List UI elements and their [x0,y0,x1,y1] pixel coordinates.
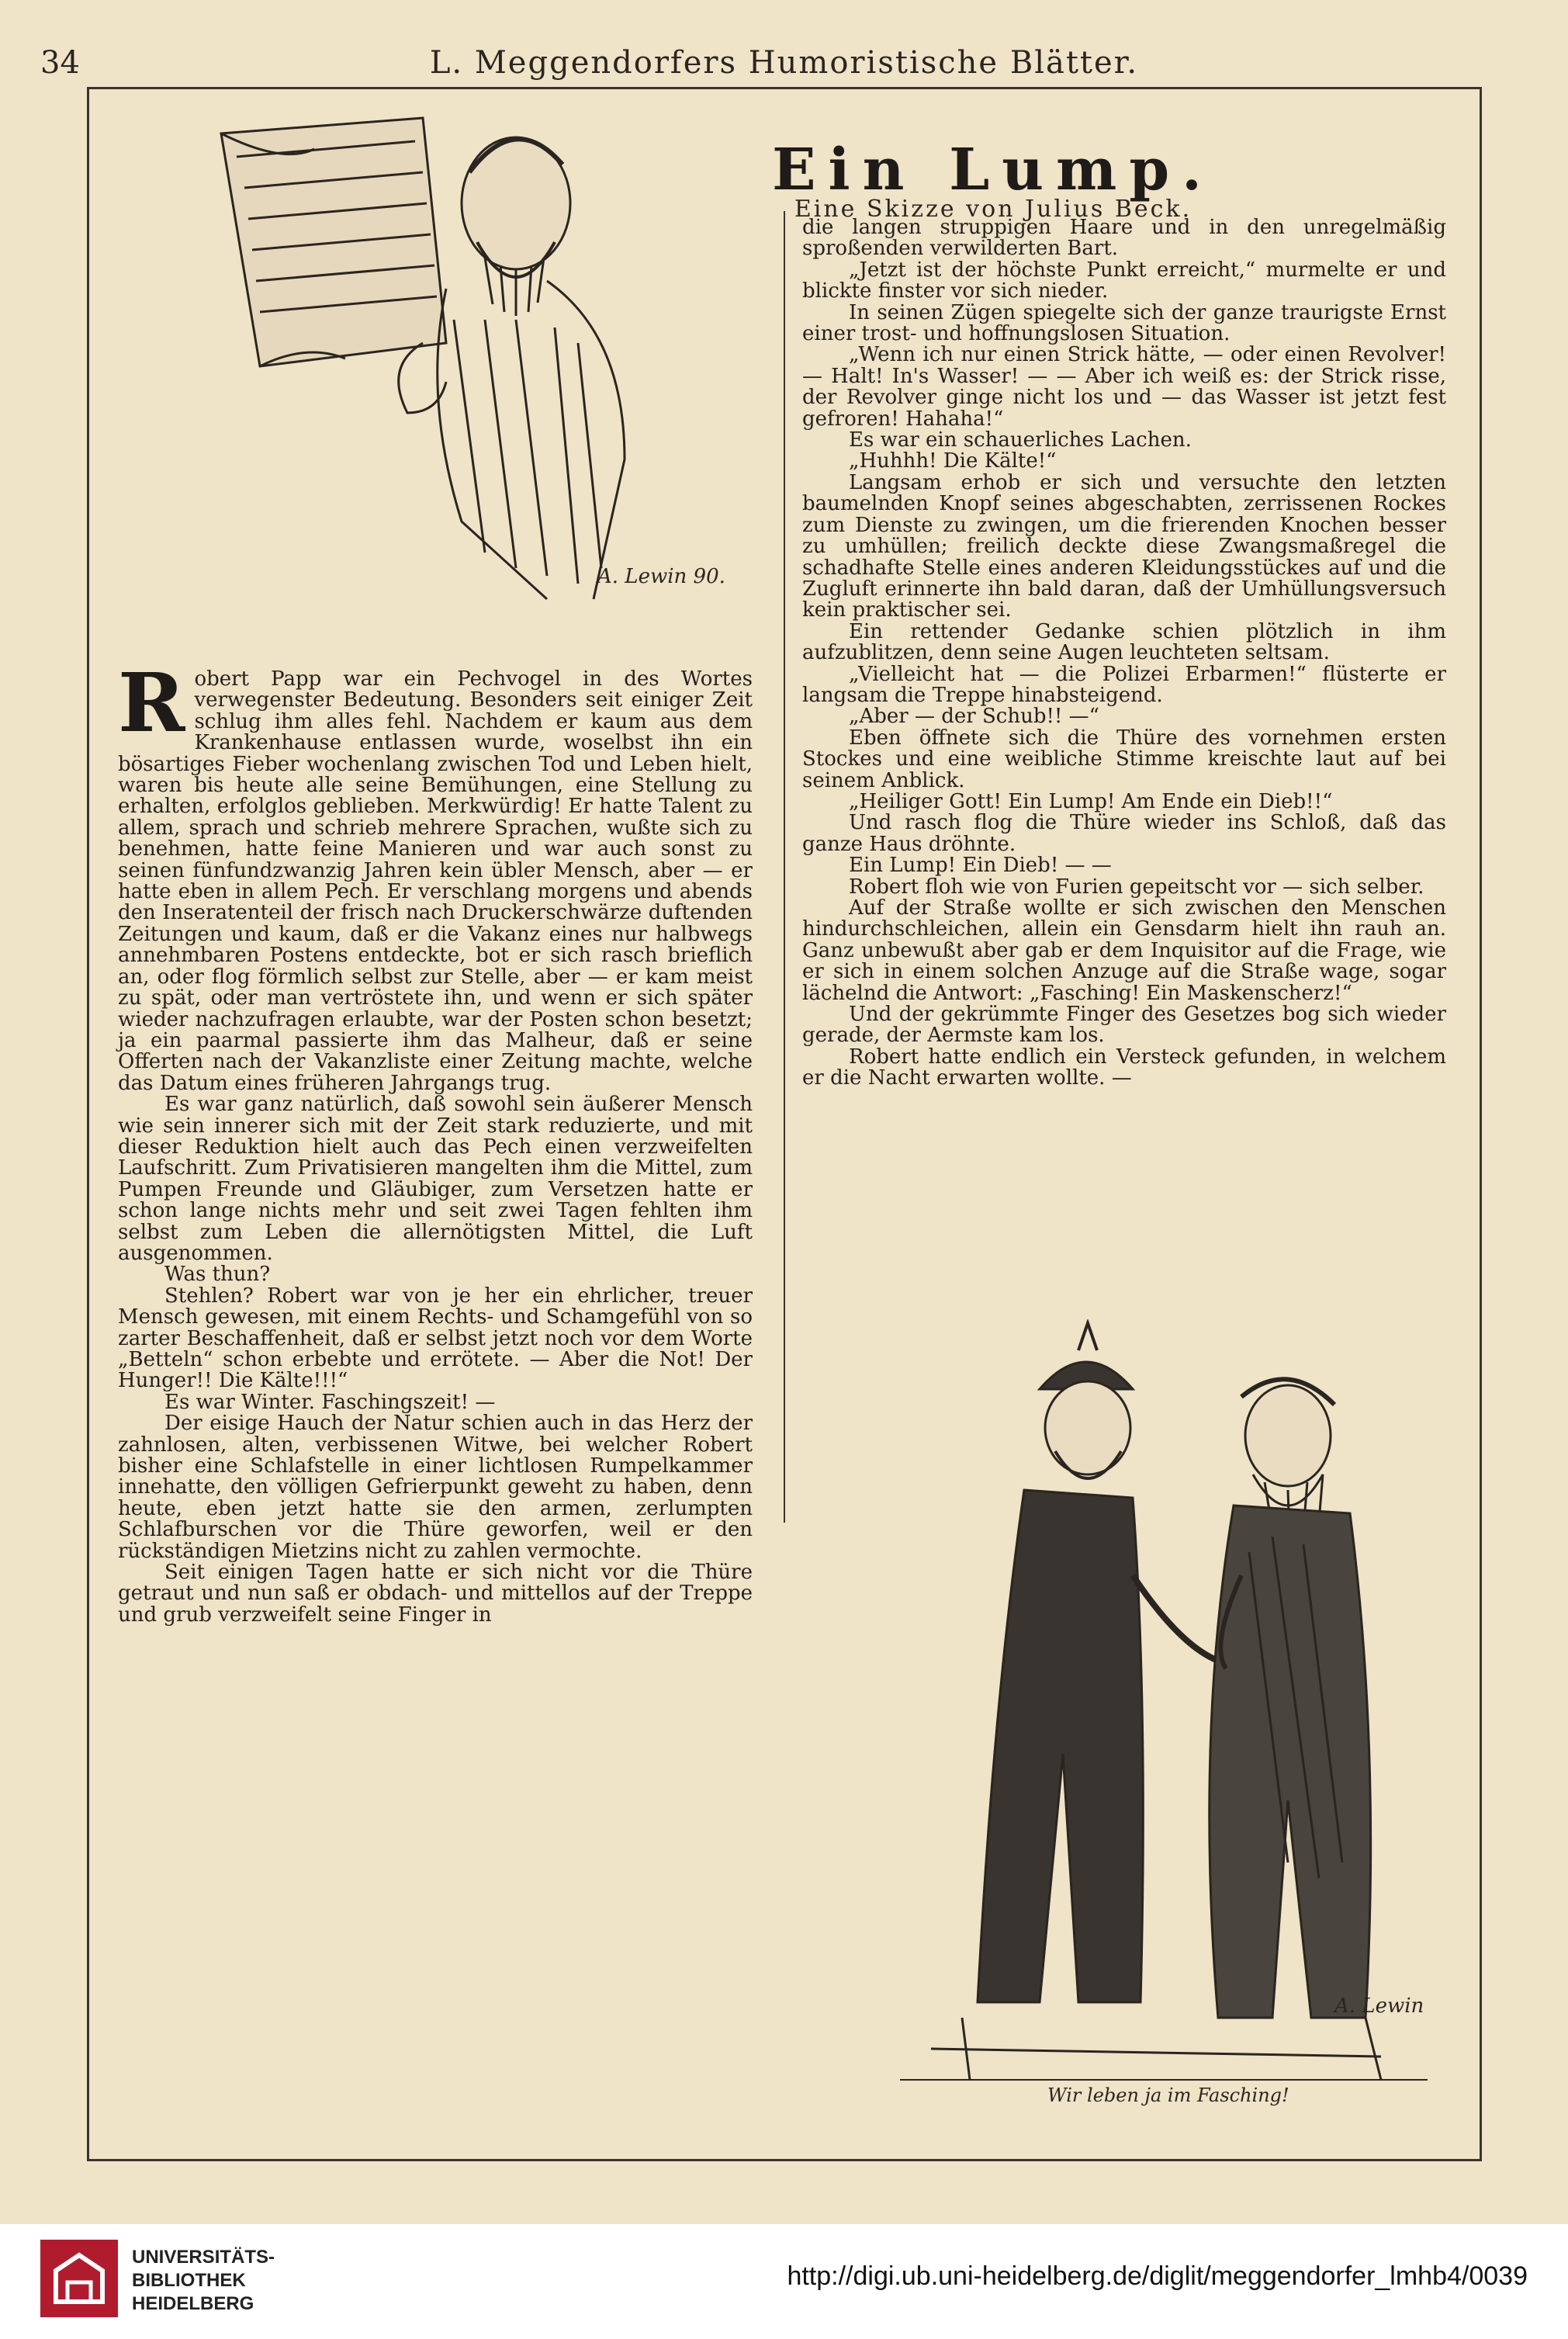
paragraph: Und rasch flog die Thüre wieder ins Schloß, daß das ganze Haus dröhnte. [802,811,1446,856]
bottom-illustration-signature: A. Lewin [1334,1994,1424,2018]
drop-cap: R [118,655,185,750]
paragraph: „Jetzt ist der höchste Punkt erreicht,“ murmelte er und blickte finster vor sich nieder. [802,258,1446,303]
running-title: L. Meggendorfers Humoristische Blätter. [429,45,1139,81]
paragraph: „Wenn ich nur einen Strick hätte, — oder einen Revolver! — Halt! In's Wasser! — — Aber ich weiß es: der Strick risse, der Revolver ginge nicht los und — das Wasser ist jetzt fest gefroren! Hahaha!“ [802,343,1446,431]
top-illustration-signature: A. Lewin 90. [597,565,725,588]
article-byline: Eine Skizze von Julius Beck. [794,196,1192,223]
article-title: Ein Lump. [772,137,1214,203]
paragraph: Langsam erhob er sich und versuchte den letzten baumelnden Knopf seines abgeschabten, zerrissenen Rockes zum Dienste zu zwingen, um die frierenden Knochen besser zu umhüllen; freilich deckte diese Zwangsmaßregel die schadhafte Stelle eines anderen Kleidungsstückes auf und die Zugluft erinnerte ihn bald daran, daß der Umhüllungsversuch kein praktischer sei. [802,470,1446,622]
paragraph: Stehlen? Robert war von je her ein ehrlicher, treuer Mensch gewesen, mit einem Rechts- und Schamgefühl von so zarter Beschaffenheit, daß er selbst jetzt noch vor dem Worte „Betteln“ schon erbebte und errötete. — Aber die Not! Der Hunger!! Die Kälte!!!“ [118,1284,753,1393]
paragraph: Es war ganz natürlich, daß sowohl sein äußerer Mensch wie sein innerer sich mit der Zeit stark reduzierte, und mit dieser Reduktion hielt auch das Pech einen verzweifelten Laufschritt. Zum Privatisieren mangelten ihm die Mittel, zum Pumpen Freunde und Gläubiger, zum Versetzen hatte er schon lange nichts mehr und seit zwei Tagen fehlten ihm selbst zum Leben die allernötigsten Mittel, die Luft ausgenommen. [118,1093,753,1265]
paragraph: „Heiliger Gott! Ein Lump! Am Ende ein Dieb!!“ [849,789,1333,813]
source-url-link[interactable]: http://digi.ub.uni-heidelberg.de/diglit/meggendorfer_lmhb4/0039 [787,2261,1528,2291]
university-library-logo-icon [40,2240,118,2317]
man-reading-newspaper-illustration [190,87,702,615]
paragraph: Eben öffnete sich die Thüre des vornehmen ersten Stockes und eine weibliche Stimme kreischte laut auf bei seinem Anblick. [802,726,1446,792]
paragraph: Der eisige Hauch der Natur schien auch in das Herz der zahnlosen, alten, verbissenen Witwe, bei welcher Robert bisher eine Schlafstelle in einer lichtlosen Rumpelkammer innehatte, den völligen Gefrierpunkt geweht zu haben, denn heute, eben jetzt hatte sie den armen, zerlumpten Schlafburschen vor die Thüre geworfen, weil er den rückständigen Mietzins nicht zu zahlen vermochte. [118,1412,753,1563]
paragraph: „Huhhh! Die Kälte!“ [849,449,1057,473]
paragraph: die langen struppigen Haare und in den unregelmäßig sproßenden verwilderten Bart. [802,216,1446,261]
page-number: 34 [40,45,80,81]
paragraph: „Aber — der Schub!! —“ [849,705,1099,729]
column-rule [784,211,785,1523]
paragraph: In seinen Zügen spiegelte sich der ganze traurigste Ernst einer trost- und hoffnungslosen Situation. [802,300,1446,346]
right-column [802,217,1446,1090]
paragraph: Was thun? [164,1263,271,1287]
paragraph: Robert Papp war ein Pechvogel in des Wortes verwegenster Bedeutung. Besonders seit einiger Zeit schlug ihm alles fehl. Nachdem er kaum aus dem Krankenhause entlassen wurde, woselbst ihn ein bösartiges Fieber wochenlang zwischen Tod und Leben hielt, waren bis heute alle seine Bemühungen, eine Stellung zu erhalten, erfolglos geblieben. Merkwürdig! Er hatte Talent zu allem, sprach und schrieb mehrere Sprachen, wußte sich zu benehmen, hatte feine Manieren und war auch sonst zu seinen fünfundzwanzig Jahren kein übler Mensch, aber — er hatte eben in allem Pech. Er verschlang morgens und abends den Inseratenteil der frisch nach Druckerschwärze duftenden Zeitungen und kaum, daß er die Vakanz eines nur halbwegs annehmbaren Postens entdeckte, bot er sich rasch brieflich an, oder flog förmlich selbst zur Stelle, aber — er kam meist zu spät, oder man vertröstete ihn, und wenn er sich später wieder nachzufragen erlaubte, war der Posten schon besetzt; ja ein paarmal passierte ihm das Malheur, daß er seine Offerten nach der Vakanzliste einer Zeitung machte, welche das Datum eines früheren Jahrgangs trug. [118,655,753,1095]
viewer-footer [0,2224,1568,2339]
gendarme-and-tramp-illustration [884,1319,1443,2142]
paragraph: Seit einigen Tagen hatte er sich nicht vor die Thüre getraut und nun saß er obdach- und mittellos auf der Treppe und grub verzweifelt seine Finger in [118,1561,753,1627]
left-column [118,655,753,1627]
library-name: UNIVERSITÄTS- BIBLIOTHEK HEIDELBERG [132,2247,275,2314]
paragraph: Es war Winter. Faschingszeit! — [164,1390,496,1414]
paragraph: Robert hatte endlich ein Versteck gefunden, in welchem er die Nacht erwarten wollte. — [802,1045,1446,1090]
illustration-caption: Wir leben ja im Fasching! [1047,2084,1289,2106]
paragraph: Ein rettender Gedanke schien plötzlich in ihm aufzublitzen, denn seine Augen leuchteten seltsam. [802,619,1446,665]
paragraph: „Vielleicht hat — die Polizei Erbarmen!“ flüsterte er langsam die Treppe hinabsteigend. [802,662,1446,707]
paragraph: Ein Lump! Ein Dieb! — — [849,854,1112,878]
paragraph: Es war ein schauerliches Lachen. [849,428,1192,452]
paragraph: Robert floh wie von Furien gepeitscht vor — sich selber. [849,875,1424,899]
paragraph: Auf der Straße wollte er sich zwischen den Menschen hindurchschleichen, allein ein Gensdarm hielt ihn rauh an. Ganz unbewußt aber gab er dem Inquisitor auf die Frage, wie er sich in einem solchen Anzuge auf die Straße wage, sogar lächelnd die Antwort: „Fasching! Ein Maskenscherz!“ [802,896,1446,1005]
paragraph: Und der gekrümmte Finger des Gesetzes bog sich wieder gerade, der Aermste kam los. [802,1003,1446,1048]
